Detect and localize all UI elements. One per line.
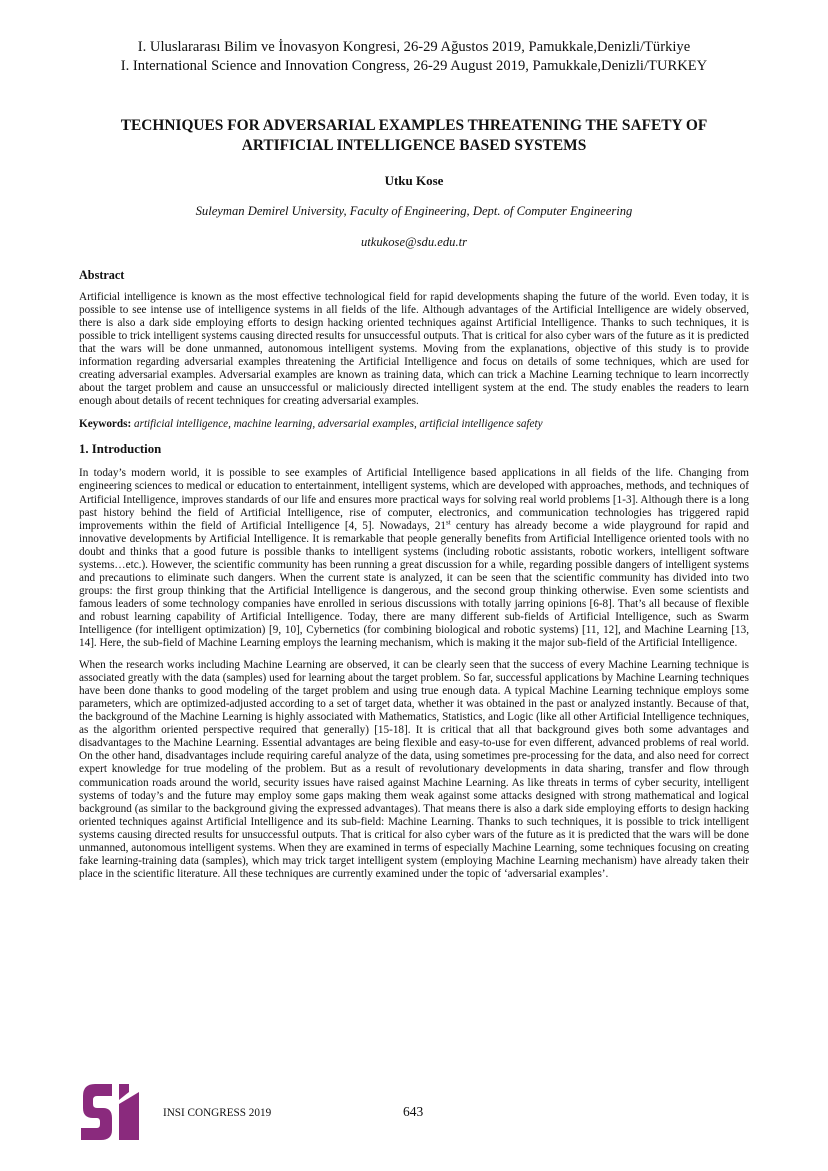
author-email: utkukose@sdu.edu.tr [360, 235, 468, 249]
keywords-label: Keywords: [79, 418, 132, 431]
footer-congress-name: INSI CONGRESS 2019 [163, 1107, 272, 1119]
conference-header [79, 38, 749, 76]
insi-logo-icon [79, 1082, 141, 1142]
introduction-paragraph-2: When the research works including Machine Learning are observed, it can be clearly seen that the success of every Machine Learning technique is associated greatly with the data (samples) used for learning about the target problem. So far, successful applications by Machine Learning techniques have been done thanks to good modeling of the target problem and using true enough data. A typical Machine Learning technique employs some parameters, which are optimized-adjusted according to a set of target data, whether it was obtained in the past or analyzed instantly. Because of that, the background of the Machine Learning is highly associated with Mathematics, Statistics, and Logic (like all other Artificial Intelligence techniques, as the algorithm oriented perspective required that generally) [15-18]. It is critical that all that background gives both some advantages and disadvantages to the Machine Learning. Essential advantages are being flexible and easy-to-use for even different, advanced problems of real world. On the other hand, disadvantages include requiring careful analyze of the data, using sometimes pre-processing for the data, and also need for correct expert knowledge for true modeling of the problem. But as a result of revolutionary developments in data sharing, transfer and flow through communication roads around the world, security issues have raised against Machine Learning. As like threats in terms of cyber security, intelligent systems of today’s and the future may employ some gaps making them weak against some attacks designed with strong mathematical and logical background (as similar to the background giving the expressed advantages). That means there is also a dark side employing efforts to design hacking oriented techniques against Artificial Intelligence and its sub-field: Machine Learning. Thanks to such techniques, it is possible to trick intelligent systems causing directed results for unsuccessful outputs. That is critical for also cyber wars of the future as it is predicted that the wars will be done unmanned, autonomous intelligent systems. When they are examined in terms of especially Machine Learning, some techniques focusing on creating fake learning-training data (samples), which may trick target intelligent system (employing Machine Learning mechanism) have already taken their place in the scientific literature. All these techniques are currently examined under the topic of ‘adversarial examples’. [79, 659, 749, 880]
section-heading-introduction: 1. Introduction [79, 442, 162, 457]
intro-p1-part-b: century has already become a wide playground for rapid and innovative developments by Artificial Intelligence. It is remarkable that people generally benefits from Artificial Intelligence oriented tools with no doubt and thinks that a good future is possible thanks to intelligent systems (including robotic assistants, robotic workers, intelligent software systems…etc.). However, the scientific community has been running a great discussion for a while, regarding possible dangers of intelligent systems and precautions to eliminate such dangers. When the current state is analyzed, it can be seen that the scientific community has divided into two groups: the first group thinking that the Artificial Intelligence is dangerous, and the second group thinking otherwise. Even some scientists and famous leaders of some technology companies have enrolled in serious discussions with totally jarring opinions [6-8]. That’s all because of flexible and robust learning capability of Artificial Intelligence. Today, there are many different sub-fields of Artificial Intelligence, such as Swarm Intelligence (for intelligent optimization) [9, 10], Cybernetics (for combining biological and robotic systems) [11, 12], and Machine Learning [13, 14]. Here, the sub-field of Machine Learning employs the learning mechanism, which is making it the major sub-field of the Artificial Intelligence. [79, 519, 749, 650]
introduction-paragraph-1 [79, 467, 749, 650]
paper-title-line-1: TECHNIQUES FOR ADVERSARIAL EXAMPLES THREATENING THE SAFETY OF [120, 117, 708, 134]
author-name: Utku Kose [384, 173, 444, 188]
page-footer [79, 1082, 749, 1142]
page-number: 643 [403, 1104, 424, 1119]
keywords [79, 418, 749, 431]
keywords-text: artificial intelligence, machine learning, adversarial examples, artificial intelligence safety [134, 418, 543, 431]
abstract-heading: Abstract [79, 268, 125, 282]
paper-title [79, 116, 749, 156]
abstract-text: Artificial intelligence is known as the most effective technological field for rapid developments shaping the future of the world. Even today, it is possible to see intense use of intelligence systems in all fields of the life. Although advantages of the Artificial Intelligence are widely observed, there is also a dark side employing efforts to design hacking oriented techniques against Artificial Intelligence. Thanks to such techniques, it is possible to trick intelligent systems causing directed results for unsuccessful outputs. That is critical for also cyber wars of the future as it is predicted that the wars will be done unmanned, autonomous intelligent systems. Moving from the explanations, objective of this study is to provide information regarding adversarial examples threatening the Artificial Intelligence and focus on details of some techniques, which are used for creating adversarial examples. Adversarial examples are known as training data, which can trick a Machine Learning technique to learn incorrectly about the target problem and cause an unsuccessful or maliciously directed intelligent system at the end. The study enables the readers to learn enough about details of recent techniques for creating adversarial examples. [79, 291, 749, 408]
conference-header-tr: I. Uluslararası Bilim ve İnovasyon Kongresi, 26-29 Ağustos 2019, Pamukkale,Denizli/Türkiye [137, 39, 691, 55]
paper-title-line-2: ARTIFICIAL INTELLIGENCE BASED SYSTEMS [241, 137, 587, 154]
intro-p1-part-a: In today’s modern world, it is possible to see examples of Artificial Intelligence based applications in all fields of the life. Changing from engineering sciences to medical or education to entertainment, intelligent systems, which are developed with approaches, methods, and techniques of Artificial Intelligence, improves standards of our life and ensures more practical ways for solving real world problems [1-3]. Although there is a long past history behind the field of Artificial Intelligence, rise of computer, electronics, and communication technologies has triggered rapid improvements within the field of Artificial Intelligence [4, 5]. Nowadays, 21 [79, 467, 749, 532]
page-content [79, 38, 749, 881]
author-affiliation: Suleyman Demirel University, Faculty of Engineering, Dept. of Computer Engineering [195, 204, 633, 218]
intro-p1-superscript: st [446, 517, 451, 526]
conference-header-en: I. International Science and Innovation Congress, 26-29 August 2019, Pamukkale,Denizli/TURKEY [120, 58, 708, 74]
